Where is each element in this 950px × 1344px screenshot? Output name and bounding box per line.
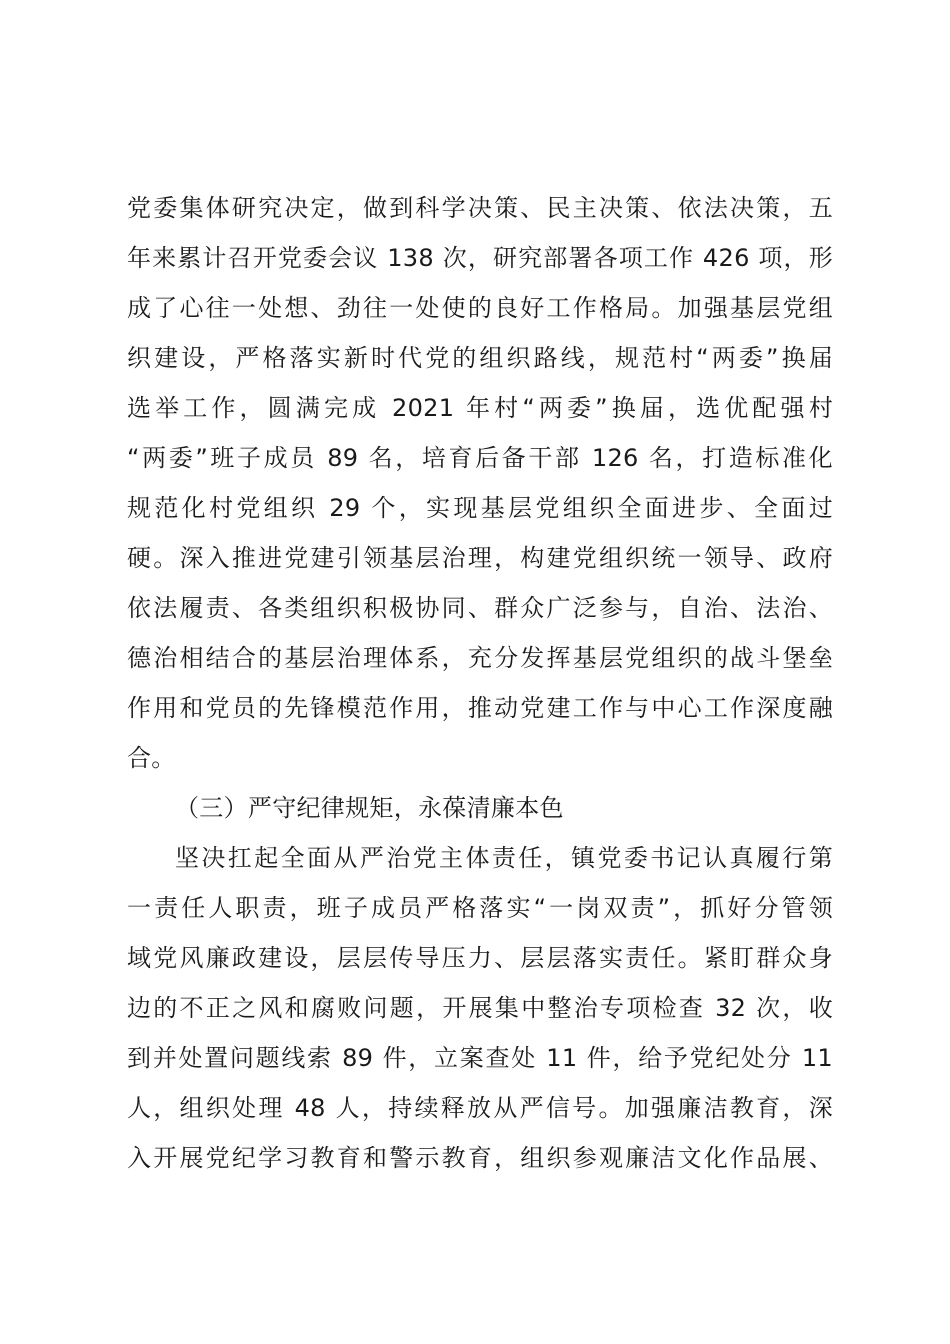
- text-line: “两委”班子成员 89 名，培育后备干部 126 名，打造标准化: [127, 444, 833, 472]
- text-line: 依法履责、各类组织积极协同、群众广泛参与，自治、法治、: [127, 594, 833, 622]
- paragraph-party-building: [127, 183, 833, 783]
- text-line: 作用和党员的先锋模范作用，推动党建工作与中心工作深度融: [127, 694, 833, 722]
- text-line: 一责任人职责，班子成员严格落实“一岗双责”，抓好分管领: [127, 894, 833, 922]
- section-heading: （三）严守纪律规矩，永葆清廉本色: [175, 794, 564, 822]
- text-line: 人，组织处理 48 人，持续释放从严信号。加强廉洁教育，深: [127, 1094, 833, 1122]
- text-line: 入开展党纪学习教育和警示教育，组织参观廉洁文化作品展、: [127, 1144, 833, 1172]
- text-line: 党委集体研究决定，做到科学决策、民主决策、依法决策，五: [127, 194, 833, 222]
- text-line: 成了心往一处想、劲往一处使的良好工作格局。加强基层党组: [127, 294, 833, 322]
- text-line: 织建设，严格落实新时代党的组织路线，规范村“两委”换届: [127, 344, 833, 372]
- paragraph-discipline: [127, 833, 833, 1183]
- text-line: 硬。深入推进党建引领基层治理，构建党组织统一领导、政府: [127, 544, 833, 572]
- text-line: 到并处置问题线索 89 件，立案查处 11 件，给予党纪处分 11: [127, 1044, 833, 1072]
- text-line: 域党风廉政建设，层层传导压力、层层落实责任。紧盯群众身: [127, 944, 833, 972]
- text-line: 年来累计召开党委会议 138 次，研究部署各项工作 426 项，形: [127, 244, 833, 272]
- text-line: 合。: [127, 744, 176, 772]
- text-line: 规范化村党组织 29 个，实现基层党组织全面进步、全面过: [127, 494, 833, 522]
- text-line: 德治相结合的基层治理体系，充分发挥基层党组织的战斗堡垒: [127, 644, 833, 672]
- text-line: 边的不正之风和腐败问题，开展集中整治专项检查 32 次，收: [127, 994, 833, 1022]
- document-body: [127, 183, 833, 1183]
- text-line: 坚决扛起全面从严治党主体责任，镇党委书记认真履行第: [175, 844, 833, 872]
- text-line: 选举工作，圆满完成 2021 年村“两委”换届，选优配强村: [127, 394, 833, 422]
